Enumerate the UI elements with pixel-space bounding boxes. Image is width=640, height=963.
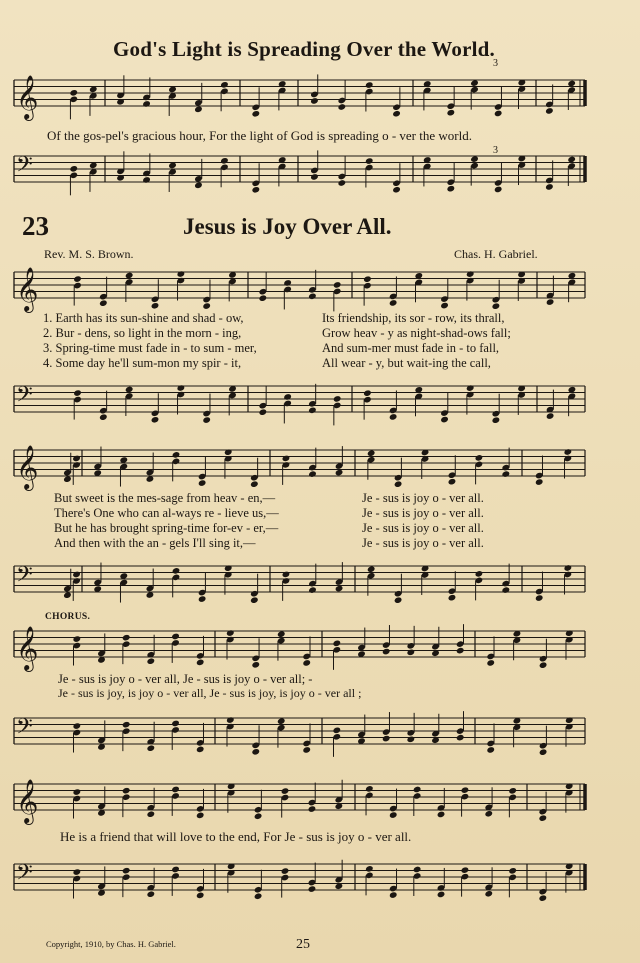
system2-verse-1-left: But sweet is the mes-sage from heav - en,—: [54, 491, 276, 505]
system1-verse-4-left: 4. Some day he'll sum-mon my spir - it,: [43, 356, 242, 370]
page-number: 25: [296, 937, 310, 952]
system2-treble-staff: [0, 444, 640, 488]
chorus-bass-staff: [0, 712, 640, 756]
hymn1-bass-staff: [0, 150, 640, 194]
hymn2-title: Jesus is Joy Over All.: [183, 214, 392, 239]
system2-verse-3-left: But he has brought spring-time for-ev - er,—: [54, 521, 279, 535]
final-treble-staff: [0, 778, 640, 822]
system2-verse-4-right: Je - sus is joy o - ver all.: [362, 536, 484, 550]
system2-verse-2-left: There's One who can al-ways re - lieve us,—: [54, 506, 279, 520]
hymn1-lyric: Of the gos-pel's gracious hour, For the light of God is spreading o - ver the world.: [47, 128, 472, 143]
system1-verse-3-left: 3. Spring-time must fade in - to sum - mer,: [43, 341, 257, 355]
hymn1-treble-staff: [0, 74, 640, 118]
treble-clef-icon: 𝄞: [16, 626, 39, 670]
hymn1-title: God's Light is Spreading Over the World.: [113, 37, 495, 61]
final-lyric-line: He is a friend that will love to the end, For Je - sus is joy o - ver all.: [60, 829, 412, 844]
treble-clef-icon: 𝄞: [16, 779, 39, 823]
system2-verse-2-right: Je - sus is joy o - ver all.: [362, 506, 484, 520]
chorus-label: CHORUS.: [45, 612, 91, 622]
system1-treble-staff: [0, 266, 640, 310]
final-bass-staff: [0, 858, 640, 902]
system2-verse-4-left: And then with the an - gels I'll sing it,—: [54, 536, 256, 550]
author-credit: Rev. M. S. Brown.: [44, 247, 134, 261]
system1-verse-1-left: 1. Earth has its sun-shine and shad - ow,: [43, 311, 244, 325]
system1-verse-2-left: 2. Bur - dens, so light in the morn - ing,: [43, 326, 242, 340]
system1-verse-2-right: Grow heav - y as night-shad-ows fall;: [322, 326, 511, 340]
treble-clef-icon: 𝄞: [16, 267, 39, 311]
chorus-line-1: Je - sus is joy o - ver all, Je - sus is joy o - ver all; -: [58, 672, 313, 686]
composer-credit: Chas. H. Gabriel.: [454, 247, 538, 261]
treble-clef-icon: 𝄞: [16, 445, 39, 489]
system1-verse-1-right: Its friendship, its sor - row, its thrall,: [322, 311, 505, 325]
chorus-treble-staff: [0, 625, 640, 669]
chorus-line-2: Je - sus is joy, is joy o - ver all, Je - sus is joy, is joy o - ver all ;: [58, 686, 362, 700]
bass-clef-icon: 𝄢: [16, 860, 33, 891]
system1-verse-4-right: All wear - y, but wait-ing the call,: [322, 356, 491, 370]
bass-clef-icon: 𝄢: [16, 152, 33, 183]
bass-clef-icon: 𝄢: [16, 382, 33, 413]
treble-clef-icon: 𝄞: [16, 75, 39, 119]
hymn-number: 23: [22, 211, 49, 241]
hymn1-triplet-mark: 3: [493, 58, 498, 69]
system2-verse-1-right: Je - sus is joy o - ver all.: [362, 491, 484, 505]
system1-bass-staff: [0, 380, 640, 424]
system1-verse-3-right: And sum-mer must fade in - to fall,: [322, 341, 500, 355]
bass-clef-icon: 𝄢: [16, 562, 33, 593]
copyright-notice: Copyright, 1910, by Chas. H. Gabriel.: [46, 939, 176, 949]
bass-clef-icon: 𝄢: [16, 714, 33, 745]
system2-verse-3-right: Je - sus is joy o - ver all.: [362, 521, 484, 535]
hymn1-triplet-mark-bass: 3: [493, 145, 498, 156]
system2-bass-staff: [0, 560, 640, 604]
